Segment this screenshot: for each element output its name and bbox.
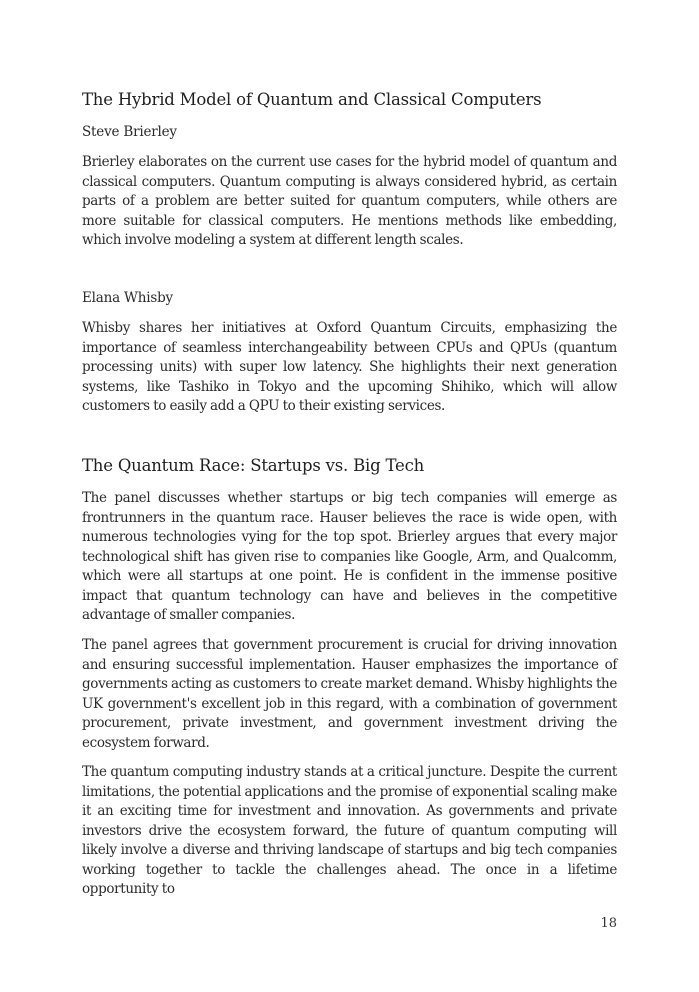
paragraph-whisby-initiatives: Whisby shares her initiatives at Oxford Quantum Circuits, emphasizing the importance of seamless interchangeability between CPUs and QPUs (quantum processing units) with super low latency. She highlights their next generation systems, like Tashiko in Tokyo and the upcoming Shihiko, which will allow customers to easily add a QPU to their existing services. bbox=[82, 320, 617, 414]
paragraph-government-procurement: The panel agrees that government procurement is crucial for driving innovation and ensuring successful implementation. Hauser emphasizes the importance of governments acting as customers to create market demand. Whisby highlights the UK government's excellent job in this regard, with a combination of government procurement, private investment, and government investment driving the ecosystem forward. bbox=[82, 637, 617, 751]
section-heading-quantum-race: The Quantum Race: Startups vs. Big Tech bbox=[82, 456, 425, 475]
speaker-name-whisby: Elana Whisby bbox=[82, 290, 173, 306]
page-number: 18 bbox=[600, 916, 617, 931]
speaker-name-brierley: Steve Brierley bbox=[82, 124, 177, 140]
paragraph-panel-discussion: The panel discusses whether startups or big tech companies will emerge as frontrunners in the quantum race. Hauser believes the race is wide open, with numerous technologies vying for the top spot. Brierley argues that every major technological shift has given rise to companies like Google, Arm, and Qualcomm, which were all startups at one point. He is confident in the immense positive impact that quantum technology can have and believes in the competitive advantage of smaller companies. bbox=[82, 490, 617, 623]
paragraph-industry-juncture: The quantum computing industry stands at a critical juncture. Despite the current limitations, the potential applications and the promise of exponential scaling make it an exciting time for investment and innovation. As governments and private investors drive the ecosystem forward, the future of quantum computing will likely involve a diverse and thriving landscape of startups and big tech companies working together to tackle the challenges ahead. The once in a lifetime opportunity to bbox=[82, 764, 617, 897]
paragraph-brierley-hybrid: Brierley elaborates on the current use cases for the hybrid model of quantum and classical computers. Quantum computing is always considered hybrid, as certain parts of a problem are better suited for quantum computers, while others are more suitable for classical computers. He mentions methods like embedding, which involve modeling a system at different length scales. bbox=[82, 154, 617, 248]
section-heading-hybrid-model: The Hybrid Model of Quantum and Classical Computers bbox=[82, 90, 542, 109]
